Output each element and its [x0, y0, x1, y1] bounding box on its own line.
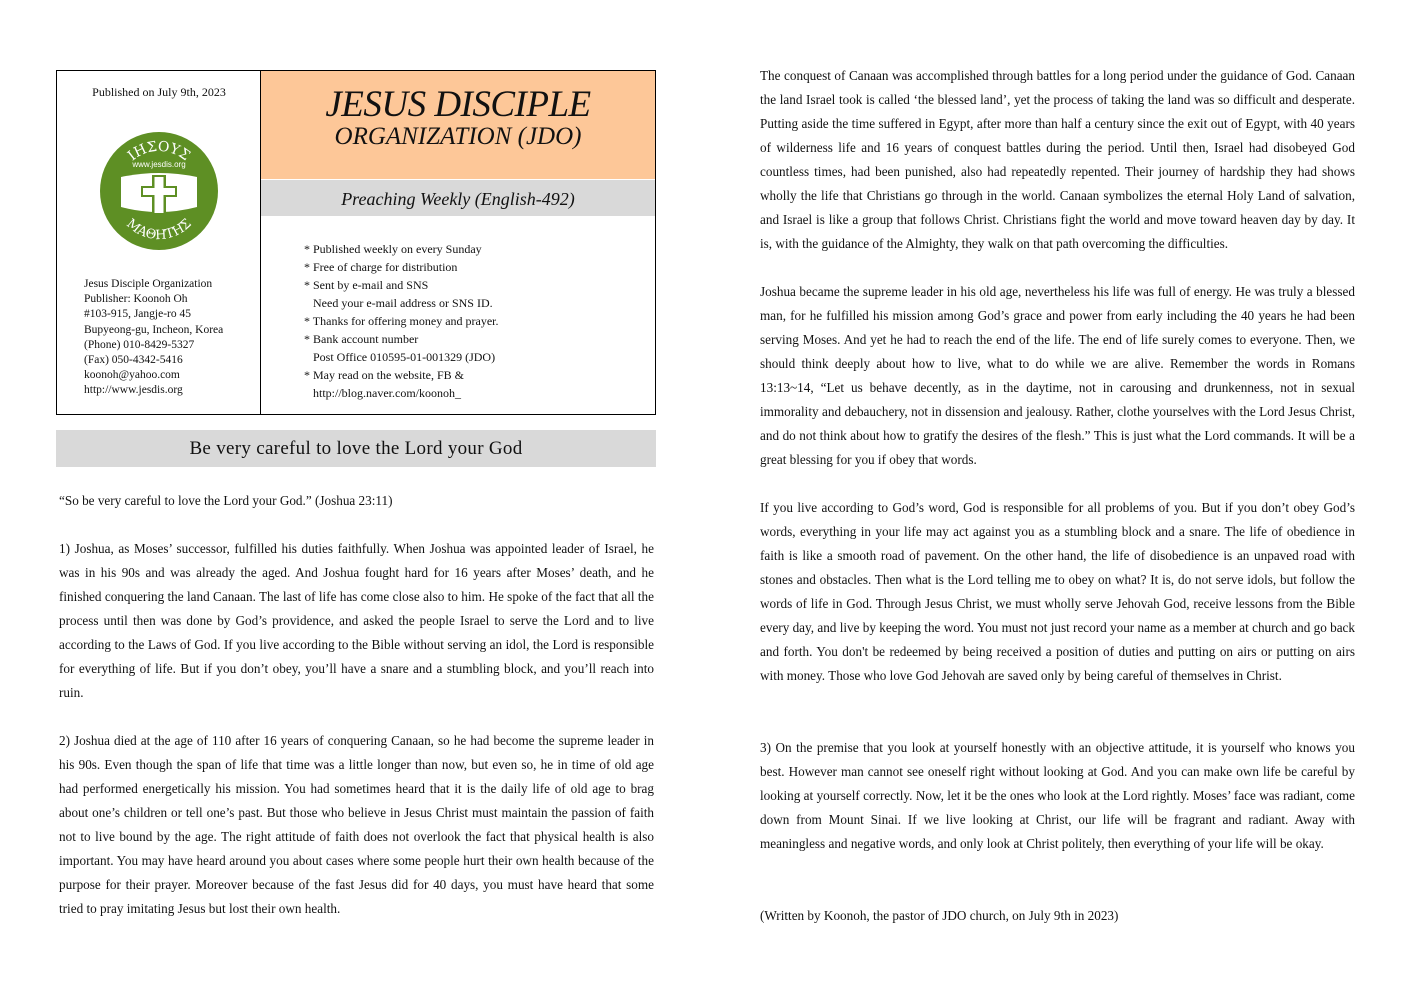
jdo-logo: [99, 131, 219, 251]
weekly-issue: Preaching Weekly (English-492): [261, 180, 655, 216]
sermon-title: Be very careful to love the Lord your God: [56, 430, 656, 467]
scripture-verse: “So be very careful to love the Lord your God.” (Joshua 23:11): [59, 493, 393, 508]
info-item: * Sent by e-mail and SNS: [304, 278, 429, 292]
signature: (Written by Koonoh, the pastor of JDO church, on July 9th in 2023): [760, 908, 1119, 923]
paragraph-3: 3) On the premise that you look at yourself honestly with an objective attitude, it is yourself who knows you best. However man cannot see oneself right without looking at God. And you can make own life be careful by looking at yourself correctly. Now, let it be the ones who look at the Lord rightly. Moses’ face was radiant, come down from Mount Sinai. If we live looking at Christ, our life will be fragrant and radiant. Away with meaningless and negative words, and only look at Christ politely, then everything of your life will be okay.: [760, 740, 1355, 851]
published-date: Published on July 9th, 2023: [92, 85, 226, 99]
info-item: * Thanks for offering money and prayer.: [304, 314, 499, 328]
info-item: * Bank account number: [304, 332, 419, 346]
masthead-title: JESUS DISCIPLE: [325, 84, 591, 125]
masthead: [56, 70, 656, 415]
email: koonoh@yahoo.com: [84, 369, 180, 382]
phone: (Phone) 010-8429-5327: [84, 338, 195, 351]
logo-top-text: ΙΗΣΟΥΣ: [124, 138, 193, 165]
publisher: Publisher: Koonoh Oh: [84, 293, 188, 306]
masthead-left-column: [57, 71, 261, 414]
contact-info: [84, 277, 223, 399]
logo-url: www.jesdis.org: [132, 160, 186, 169]
paragraph-2: 2) Joshua died at the age of 110 after 16 years of conquering Canaan, so he had become the supreme leader in his 90s. Even though the span of life that time was a little longer than now, but even so, he in time of old age had performed energetically his mission. You had sometimes heard that it is the daily life of old age to brag about one’s children or tell one’s past. But those who believe in Jesus Christ must maintain the passion of faith not to live bound by the age. The right attitude of faith does not overlook the fact that physical health is also important. You may have heard around you about cases where some people hurt their own health because of the purpose for their prayer. Moreover because of the fast Jesus did for 40 days, you must have heard that some tried to pray imitating Jesus but lost their own health.: [59, 733, 654, 916]
fax: (Fax) 050-4342-5416: [84, 354, 183, 367]
address-line-1: #103-915, Jangje-ro 45: [84, 308, 191, 321]
masthead-subtitle: ORGANIZATION (JDO): [334, 123, 582, 150]
title-banner: [261, 71, 655, 179]
right-paragraph-3: If you live according to God’s word, God is responsible for all problems of you. But if you don’t obey God’s words, everything in your life may act against you as a stumbling block and a snare. The life of obedience in faith is like a smooth road of pavement. On the other hand, the life of disobedience is an unpaved road with stones and obstacles. Then what is the Lord telling me to obey on what? It is, do not serve idols, but follow the words of life in God. Through Jesus Christ, we must wholly serve Jehovah God, receive lessons from the Bible every day, and live by keeping the word. You must not just record your name as a member at church and go back and forth. You don't be redeemed by being received a position of duties and putting on airs or putting on airs with money. Those who love God Jehovah are saved only by being careful of themselves in Christ.: [760, 500, 1355, 683]
paragraph-1: 1) Joshua, as Moses’ successor, fulfilled his duties faithfully. When Joshua was appointed leader of Israel, he was in his 90s and was already the aged. And Joshua fought hard for 16 years after Moses’ death, and he finished conquering the land Canaan. The last of life has come close also to him. He spoke of the fact that all the process until then was done by God’s providence, and asked the people Israel to serve the Lord and to live according to the Laws of God. If you live according to the Bible without serving an idol, the Lord is responsible for everything of life. But if you don’t obey, you’ll have a snare and a stumbling block, and you’ll reach into ruin.: [59, 541, 654, 700]
info-item: http://blog.naver.com/koonoh_: [304, 386, 461, 400]
logo-bottom-text: ΜΑΘΗΤΗΣ: [123, 216, 195, 244]
info-item: * Free of charge for distribution: [304, 260, 458, 274]
info-item: * May read on the website, FB &: [304, 368, 464, 382]
right-paragraph-1: The conquest of Canaan was accomplished through battles for a long period under the guidance of God. Canaan the land Israel took is called ‘the blessed land’, yet the process of taking the land was so difficult and desperate. Putting aside the time suffered in Egypt, after more than half a century since the exit out of Egypt, with 40 years of wilderness life and 16 years of conquest battles during the period. Until then, Israel had disobeyed God countless times, had been punished, also had repeatedly repented. Their journey of hardship they had shows wholly the life that Christians go through in the world. Canaan symbolizes the eternal Holy Land of salvation, and Israel is like a group that follows Christ. Christians fight the world and move toward heaven day by day. It is, with the guidance of the Almighty, they walk on that path overcoming the difficulties.: [760, 68, 1355, 251]
info-list: [304, 240, 499, 402]
info-item: Post Office 010595-01-001329 (JDO): [304, 350, 496, 364]
website: http://www.jesdis.org: [84, 384, 183, 397]
info-item: Need your e-mail address or SNS ID.: [304, 296, 493, 310]
address-line-2: Bupyeong-gu, Incheon, Korea: [84, 323, 224, 336]
right-paragraph-2: Joshua became the supreme leader in his old age, nevertheless his life was full of energy. He was truly a blessed man, for he fulfilled his mission among God’s grace and power from early including the 40 years he had been serving Moses. And yet he had to reach the end of the life. The end of life surely comes to everyone. Then, we should think deeply about how to live, what to do while we are alive. Remember the words in Romans 13:13~14, “Let us behave decently, as in the daytime, not in carousing and drunkenness, not in sexual immorality and debauchery, not in dissension and jealousy. Rather, clothe yourselves with the Lord Jesus Christ, and do not think about how to gratify the desires of the flesh.” This is just what the Lord commands. It will be a great blessing for you if obey that words.: [760, 284, 1355, 467]
info-item: * Published weekly on every Sunday: [304, 242, 482, 256]
org-name: Jesus Disciple Organization: [84, 278, 213, 290]
